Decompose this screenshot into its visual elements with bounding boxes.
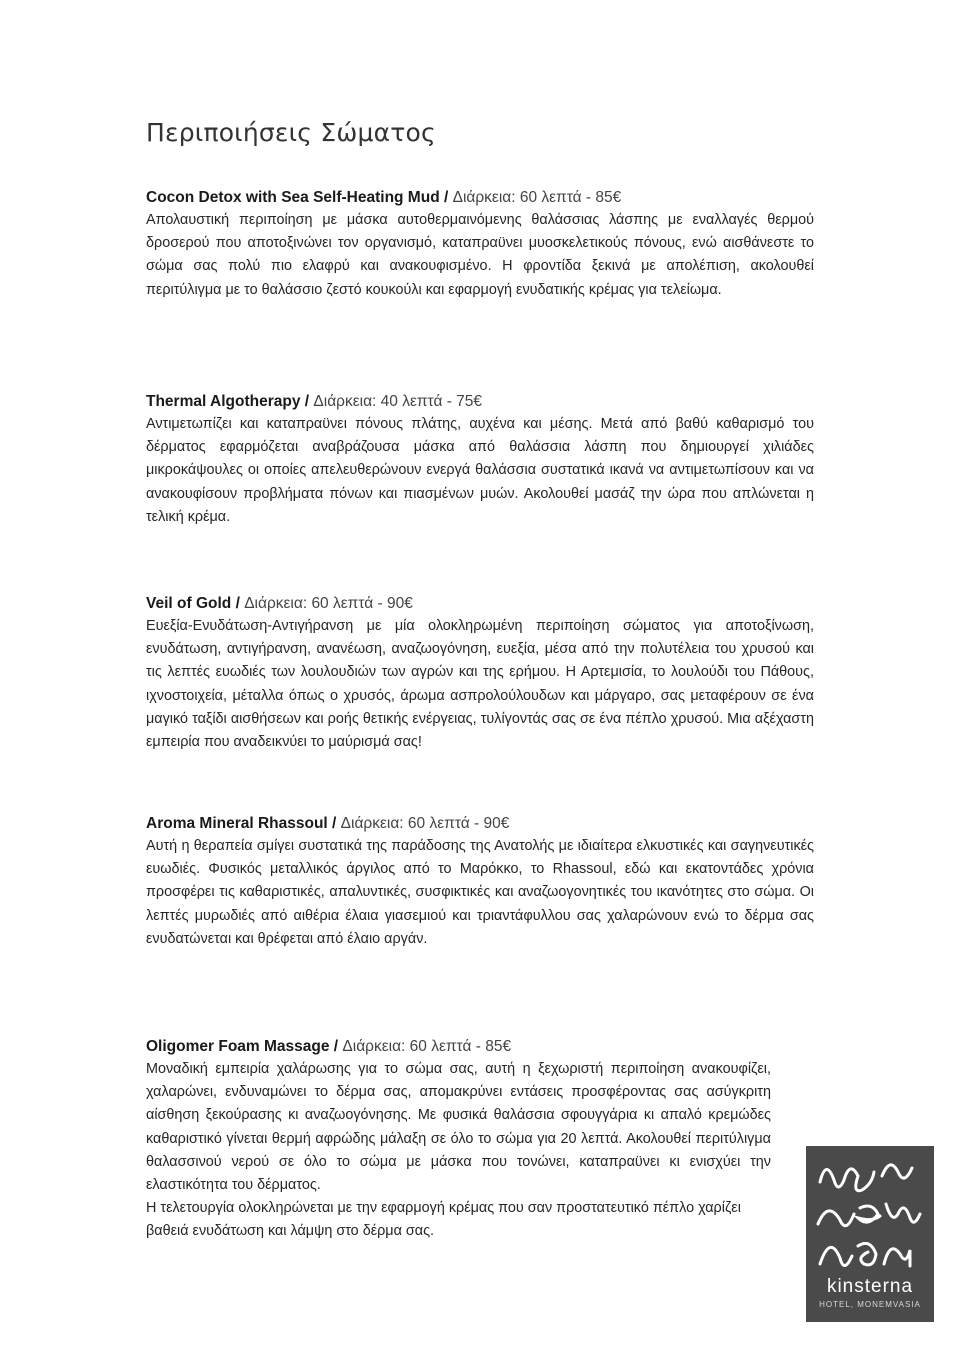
treatment-aroma-mineral-rhassoul xyxy=(146,813,814,951)
treatment-duration-price: Διάρκεια: 60 λεπτά - 85€ xyxy=(452,189,622,206)
page-title: Περιποιήσεις Σώματος xyxy=(146,118,436,147)
treatment-duration-price: Διάρκεια: 60 λεπτά - 90€ xyxy=(244,595,413,612)
treatment-name: Aroma Mineral Rhassoul / xyxy=(146,815,337,832)
treatment-duration-price: Διάρκεια: 60 λεπτά - 85€ xyxy=(342,1038,512,1055)
treatment-heading xyxy=(146,187,814,209)
treatment-thermal-algotherapy xyxy=(146,391,814,529)
kinsterna-logo xyxy=(806,1146,934,1322)
treatment-name: Oligomer Foam Massage / xyxy=(146,1038,339,1055)
treatment-closing: Η τελετουργία ολοκληρώνεται με την εφαρμογή κρέμας που σαν προστατευτικό πέπλο χαρίζει βαθειά ενυδάτωση και λάμψη στο δέρμα σας. xyxy=(146,1200,741,1240)
treatment-cocon-detox xyxy=(146,187,814,302)
treatment-description: Μοναδική εμπειρία χαλάρωσης για το σώμα σας, αυτή η ξεχωριστή περιποίηση ανακουφίζει, χαλαρώνει, ενδυναμώνει το δέρμα σας, απομακρύνει εντάσεις προσφέροντας σας ασύγκριτη αίσθηση ξεκούρασης κι αναζωογόνησης. Με φυσικά θαλάσσια σφουγγάρια κι απαλό κρεμώδες καθαριστικό γίνεται θερμή αφρώδης μάλαξη σε όλο το σώμα για 20 λεπτά. Ακολουθεί περιτύλιγμα θαλασσινού νερού σε όλο το σώμα με μάσκα που τονώνει, καταπραϋνει κι ενισχύει την ελαστικότητα του δέρματος. xyxy=(146,1061,771,1194)
treatment-description: Αντιμετωπίζει και καταπραϋνει πόνους πλάτης, αυχένα και μέσης. Μετά από βαθύ καθαρισμό του δέρματος εφαρμόζεται αναβράζουσα μάσκα από θαλάσσια λάσπη που δημιουργεί χιλιάδες μικροκάψουλες οι οποίες απελευθερώνουν ενεργά θαλάσσια συστατικά ικανά να αντιμετωπίσουν και να ανακουφίσουν προβλήματα πόνων και πιασμένων μυών. Ακολουθεί μασάζ την ώρα που απλώνεται η τελική κρέμα. xyxy=(146,416,814,525)
treatment-duration-price: Διάρκεια: 60 λεπτά - 90€ xyxy=(340,815,510,832)
kinsterna-logo-mark xyxy=(806,1146,934,1322)
treatment-veil-of-gold xyxy=(146,593,814,754)
treatment-heading xyxy=(146,593,814,615)
treatment-description: Αυτή η θεραπεία σμίγει συστατικά της παράδοσης της Ανατολής με ιδιαίτερα ελκυστικές και σαγηνευτικές ευωδιές. Φυσικός μεταλλικός άργιλος από το Μαρόκκο, το Rhassoul, εδώ και εκατοντάδες χρόνια προσφέρει τις καθαριστικές, απαλυντικές, συσφικτικές και αναζωογονητικές του ικανότητες στο σώμα. Οι λεπτές μυρωδιές από αιθέρια έλαια γιασεμιού και τριαντάφυλλου σας χαλαρώνουν ενώ το δέρμα σας ενυδατώνεται και θρέφεται από έλαιο αργάν. xyxy=(146,838,814,947)
treatment-heading xyxy=(146,391,814,413)
logo-subtitle: HOTEL, MONEMVASIA xyxy=(819,1300,921,1309)
treatment-oligomer-foam-massage xyxy=(146,1036,816,1244)
treatment-heading xyxy=(146,813,814,835)
treatment-duration-price: Διάρκεια: 40 λεπτά - 75€ xyxy=(313,393,483,410)
treatment-name: Cocon Detox with Sea Self-Heating Mud / xyxy=(146,189,449,206)
treatment-description: Απολαυστική περιποίηση με μάσκα αυτοθερμαινόμενης θαλάσσιας λάσπης με εναλλαγές θερμού δροσερού που αποτοξινώνει τον οργανισμό, καταπραϋνει μυοσκελετικούς πόνους, ενώ αισθάνεστε το σώμα σας πολύ πιο ελαφρύ και ανακουφισμένο. Η φροντίδα ξεκινά με απολέπιση, ακολουθεί περιτύλιγμα με το θαλάσσιο ζεστό κουκούλι και εφαρμογή ενυδατικής κρέμας για τελείωμα. xyxy=(146,212,814,298)
treatment-name: Thermal Algotherapy / xyxy=(146,393,310,410)
logo-wordmark: kinsterna xyxy=(826,1276,914,1297)
treatment-name: Veil of Gold / xyxy=(146,595,240,612)
treatment-heading xyxy=(146,1036,816,1058)
treatment-description: Ευεξία-Ενυδάτωση-Αντιγήρανση με μία ολοκληρωμένη περιποίηση σώματος για αποτοξίνωση, ενυδάτωση, αντιγήρανση, ανανέωση, αναζωογόνηση, ευεξία, μέσα από την πολυτέλεια του χρυσού και τις λεπτές ευωδιές των λουλουδιών των αγρών και της ερήμου. Η Αρτεμισία, το λουλούδι του Πάθους, ιχνοστοιχεία, μέταλλα όπως ο χρυσός, άρωμα ασπρολούλουδων και μάργαρο, σας μεταφέρουν σε ένα μαγικό ταξίδι αισθήσεων και ροής θετικής ενέργειας, τυλίγοντάς σας σε ένα πέπλο χρυσού. Μια αξέχαστη εμπειρία που αναδεικνύει το μαύρισμά σας! xyxy=(146,618,814,751)
